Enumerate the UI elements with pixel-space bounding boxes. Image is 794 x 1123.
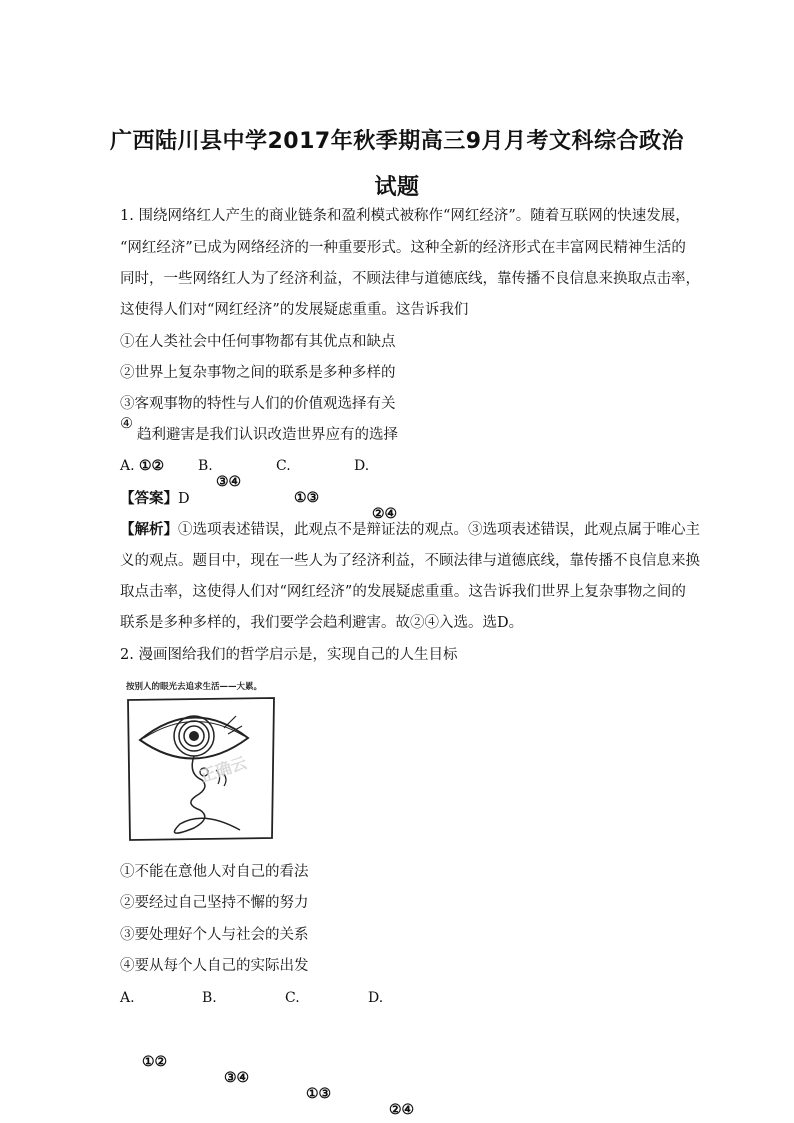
cartoon-caption: 按别人的眼光去追求生活——大累。	[126, 682, 263, 692]
q1-analysis-line-2: 义的观点。题目中，现在一些人为了经济利益，不顾法律与道德底线，靠传播不良信息来换	[120, 553, 700, 569]
page-title-line1: 广西陆川县中学2017年秋季期高三9月月考文科综合政治	[109, 129, 685, 154]
q1-item-4-text: 趋利避害是我们认识改造世界应有的选择	[137, 427, 398, 443]
analysis-text-1: ①选项表述错误，此观点不是辩证法的观点。③选项表述错误，此观点属于唯心主	[178, 522, 700, 538]
q1-stem-line-2: “网红经济”已成为网络经济的一种重要形式。这种全新的经济形式在丰富网民精神生活的	[120, 240, 686, 256]
q2-option-a-letter: A.	[120, 990, 135, 1006]
q2-option-d-letter: D.	[368, 990, 384, 1006]
q1-analysis-line-3: 取点击率，这使得人们对“网红经济”的发展疑虑重重。这告诉我们世界上复杂事物之间的	[120, 584, 686, 600]
q2-option-a-value: ①②	[142, 1054, 168, 1070]
q2-stem: 2. 漫画图给我们的哲学启示是，实现自己的人生目标	[120, 647, 458, 663]
q1-item-1: ①在人类社会中任何事物都有其优点和缺点	[120, 334, 396, 350]
analysis-label: 【解析】	[120, 521, 178, 538]
q1-analysis-line-4: 联系是多种多样的，我们要学会趋利避害。故②④入选。选D。	[120, 615, 524, 631]
q1-item-2: ②世界上复杂事物之间的联系是多种多样的	[120, 365, 396, 381]
q1-option-b-letter: B.	[198, 458, 213, 474]
q1-option-b-value: ③④	[216, 474, 242, 490]
q1-option-a-letter: A.	[120, 458, 135, 474]
q1-stem-line-4: 这使得人们对“网红经济”的发展疑虑重重。这告诉我们	[120, 302, 469, 318]
q1-stem-line-3: 同时，一些网络红人为了经济利益，不顾法律与道德底线，靠传播不良信息来换取点击率，	[120, 271, 700, 287]
q2-option-c-value: ①③	[306, 1086, 332, 1102]
q2-item-4: ④要从每个人自己的实际出发	[120, 958, 309, 974]
q1-answer	[120, 489, 190, 509]
q1-option-a-value: ①②	[139, 458, 165, 474]
page-title-line2: 试题	[374, 175, 420, 200]
q1-option-c-letter: C.	[276, 458, 291, 474]
q1-option-d-letter: D.	[354, 458, 370, 474]
q2-option-b-value: ③④	[224, 1070, 250, 1086]
cartoon-image	[124, 678, 284, 848]
q2-item-3: ③要处理好个人与社会的关系	[120, 927, 309, 943]
cartoon-watermark: 正确云	[197, 752, 250, 786]
q2-option-d-value: ②④	[389, 1102, 415, 1118]
q1-item-4-mark: ④	[120, 416, 133, 432]
q1-option-d-value: ②④	[372, 506, 398, 522]
q1-item-3: ③客观事物的特性与人们的价值观选择有关	[120, 396, 396, 412]
q1-stem-line-1: 1. 围绕网络红人产生的商业链条和盈利模式被称作“网红经济”。随着互联网的快速发展，	[120, 208, 690, 224]
q2-item-1: ①不能在意他人对自己的看法	[120, 864, 309, 880]
q2-option-b-letter: B.	[202, 990, 217, 1006]
q1-analysis-line-1	[120, 520, 700, 540]
q2-item-2: ②要经过自己坚持不懈的努力	[120, 895, 309, 911]
answer-value: D	[178, 491, 190, 507]
q2-option-c-letter: C.	[285, 990, 300, 1006]
q1-option-c-value: ①③	[294, 490, 320, 506]
answer-label: 【答案】	[120, 490, 178, 507]
